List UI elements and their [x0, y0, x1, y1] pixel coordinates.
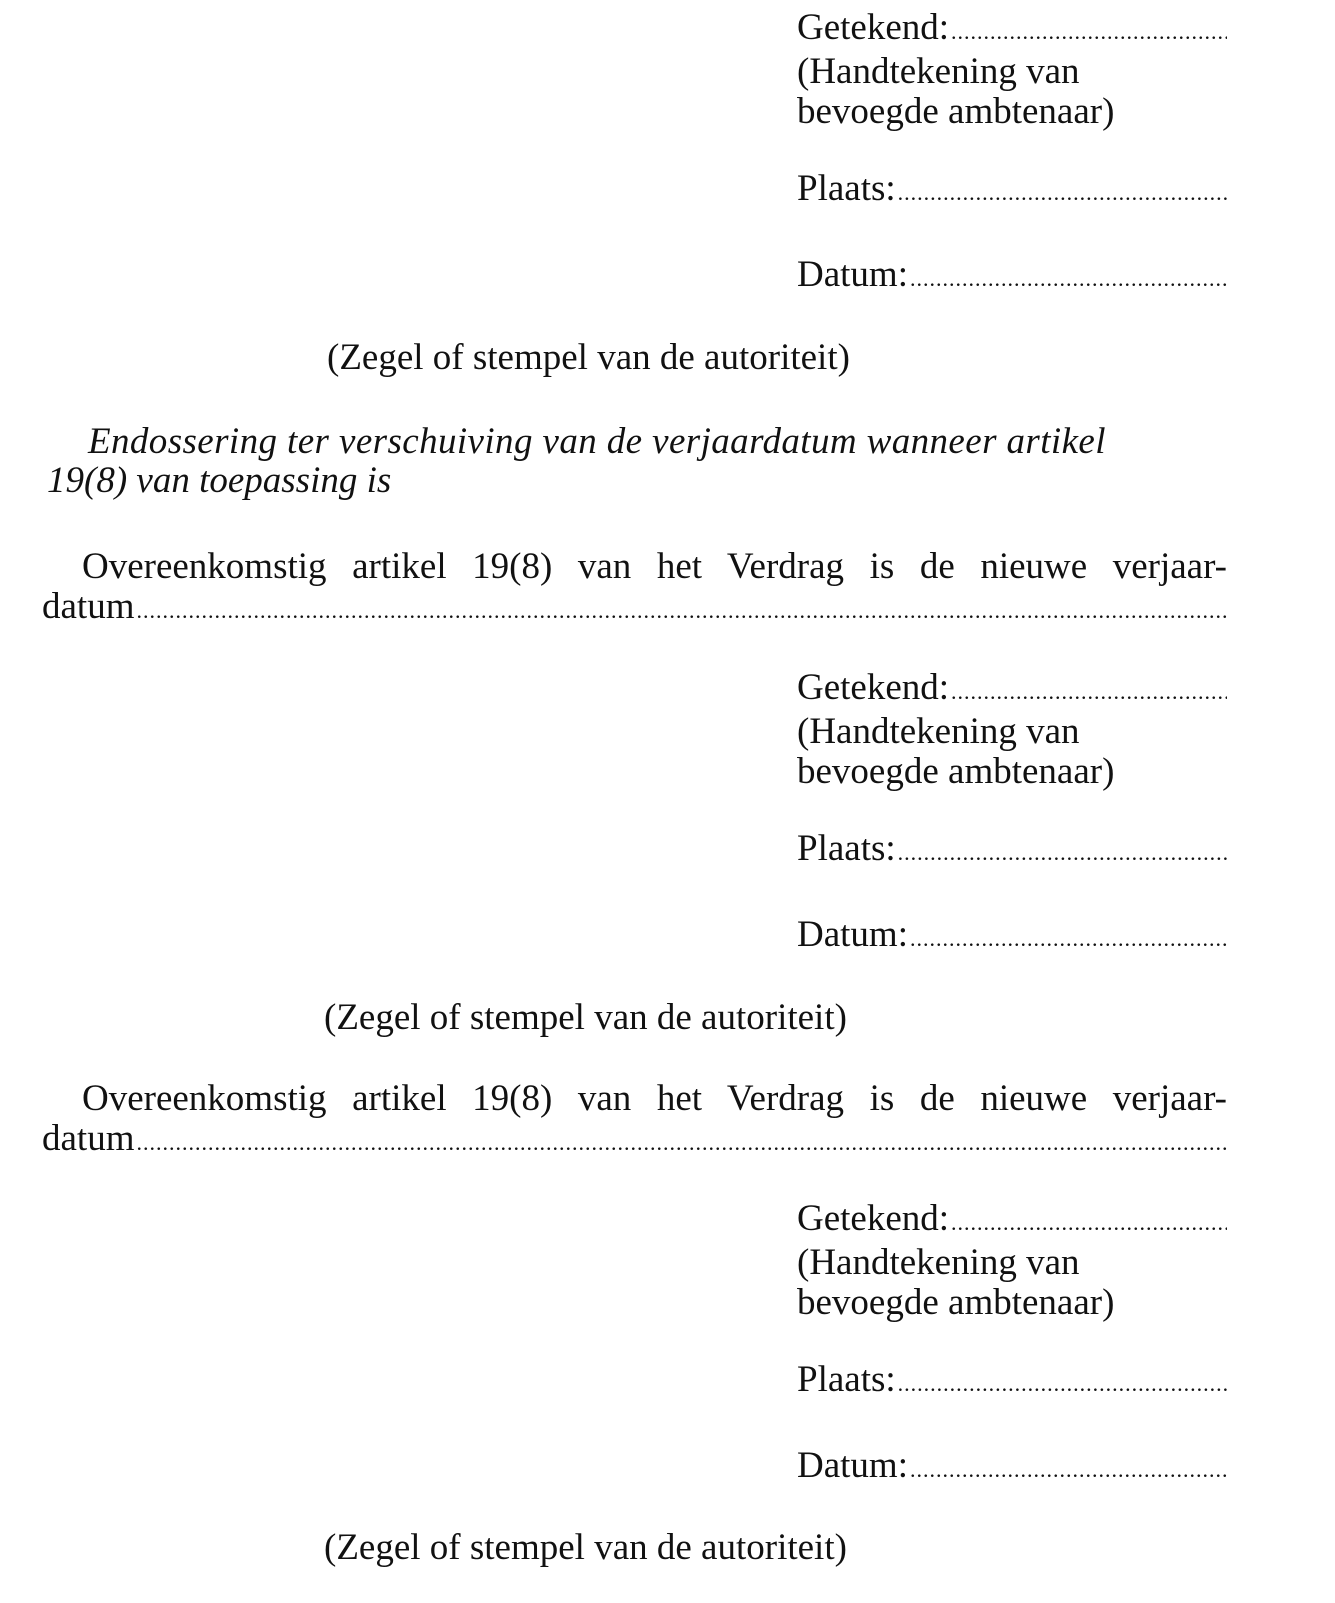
signature-note-line1: (Handtekening van — [797, 51, 1080, 92]
place-dotted-line — [896, 173, 1227, 213]
signed-label: Getekend: — [797, 667, 950, 708]
signature-note-line2: bevoegde ambtenaar) — [797, 1282, 1115, 1323]
signature-note-line2: bevoegde ambtenaar) — [797, 751, 1115, 792]
place-label: Plaats: — [797, 828, 896, 869]
endorsement-heading-line1: Endossering ter verschuiving van de verjaardatum wanneer artikel — [88, 421, 1106, 462]
paragraph-2-line2: datum — [42, 1118, 135, 1159]
date-label: Datum: — [797, 254, 908, 295]
signed-dotted-line — [949, 1203, 1227, 1243]
paragraph-1-line1: Overeenkomstig artikel 19(8) van het Verdrag is de nieuwe verjaar- — [82, 546, 1227, 587]
date-field[interactable] — [797, 915, 1227, 959]
signature-block-3 — [797, 1199, 1227, 1490]
date-label: Datum: — [797, 914, 908, 955]
signature-note-line1: (Handtekening van — [797, 1242, 1080, 1283]
paragraph-1 — [42, 547, 1227, 631]
signed-field[interactable] — [797, 8, 1227, 52]
place-field[interactable] — [797, 169, 1227, 213]
place-label: Plaats: — [797, 168, 896, 209]
signed-dotted-line — [949, 12, 1227, 52]
date-dotted-line — [908, 259, 1227, 299]
place-dotted-line — [896, 1364, 1227, 1404]
paragraph-2-line1: Overeenkomstig artikel 19(8) van het Verdrag is de nieuwe verjaar- — [82, 1078, 1227, 1119]
signed-field[interactable] — [797, 1199, 1227, 1243]
seal-note-1: (Zegel of stempel van de autoriteit) — [327, 337, 850, 378]
signature-block-1 — [797, 8, 1227, 299]
place-field[interactable] — [797, 829, 1227, 873]
seal-note-3: (Zegel of stempel van de autoriteit) — [324, 1527, 847, 1568]
paragraph-2 — [42, 1079, 1227, 1163]
paragraph-1-line2: datum — [42, 586, 135, 627]
new-date-field-2[interactable] — [42, 1119, 1227, 1163]
place-label: Plaats: — [797, 1359, 896, 1400]
new-date-dotted-line-1 — [134, 591, 1227, 631]
place-dotted-line — [896, 833, 1227, 873]
date-label: Datum: — [797, 1445, 908, 1486]
signature-block-2 — [797, 668, 1227, 959]
endorsement-heading-line2: 19(8) van toepassing is — [47, 460, 392, 501]
signature-note-line1: (Handtekening van — [797, 711, 1080, 752]
new-date-dotted-line-2 — [134, 1123, 1227, 1163]
date-field[interactable] — [797, 255, 1227, 299]
date-field[interactable] — [797, 1446, 1227, 1490]
new-date-field-1[interactable] — [42, 587, 1227, 631]
signed-label: Getekend: — [797, 1198, 950, 1239]
date-dotted-line — [908, 1450, 1227, 1490]
signed-label: Getekend: — [797, 7, 950, 48]
seal-note-2: (Zegel of stempel van de autoriteit) — [324, 997, 847, 1038]
date-dotted-line — [908, 919, 1227, 959]
place-field[interactable] — [797, 1360, 1227, 1404]
signed-dotted-line — [949, 672, 1227, 712]
signed-field[interactable] — [797, 668, 1227, 712]
signature-note-line2: bevoegde ambtenaar) — [797, 91, 1115, 132]
